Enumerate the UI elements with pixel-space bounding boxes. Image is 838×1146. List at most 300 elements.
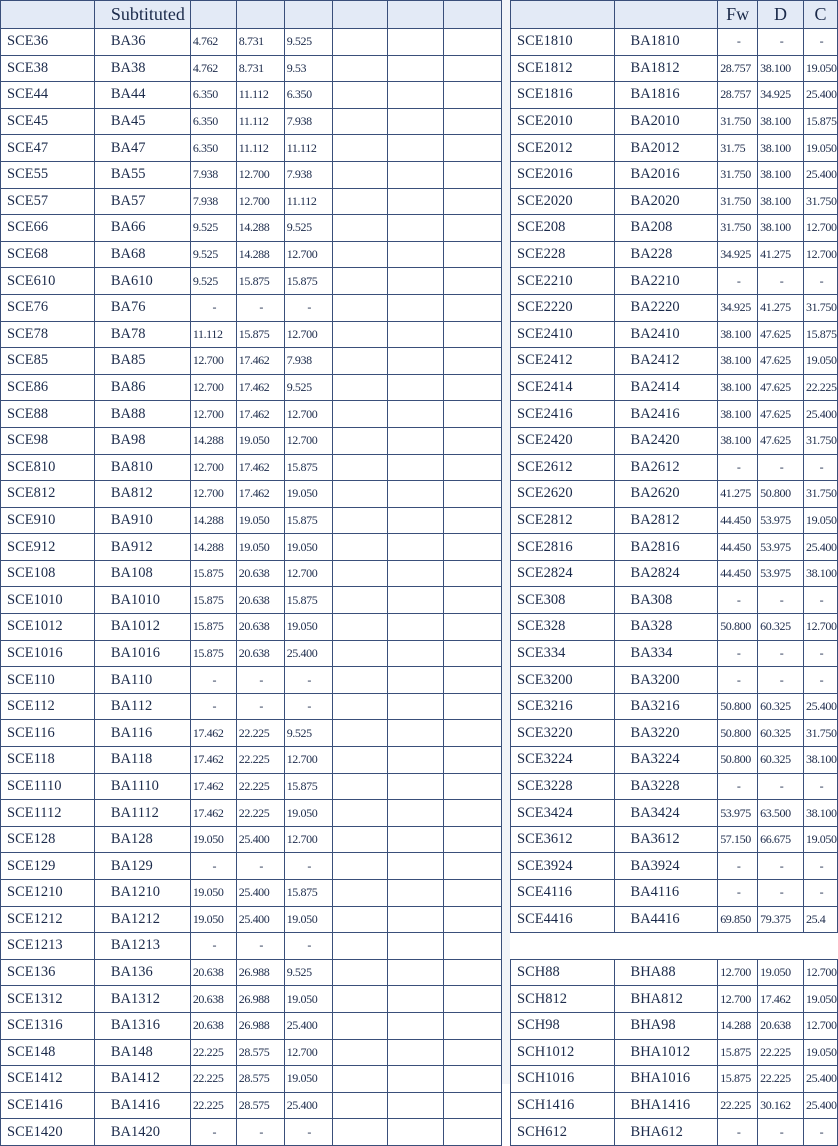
dimension-cell: 19.050	[190, 906, 236, 933]
substitute-code-cell: BA3924	[614, 853, 718, 880]
dimension-cell: 38.100	[718, 321, 758, 348]
dimension-cell: -	[718, 667, 758, 694]
dimension-cell: 38.100	[758, 215, 804, 242]
dimension-cell: 31.750	[803, 481, 837, 508]
table-row	[1, 560, 502, 587]
dimension-cell: 12.700	[284, 560, 332, 587]
empty-cell	[332, 82, 388, 109]
dimension-cell: 12.700	[190, 348, 236, 375]
empty-cell	[388, 693, 444, 720]
dimension-cell: 14.288	[236, 215, 284, 242]
substitute-code-cell: BA1213	[94, 933, 190, 960]
empty-cell	[444, 29, 502, 56]
right-bearing-table	[510, 0, 838, 1146]
table-row	[1, 348, 502, 375]
dimension-cell: 38.100	[718, 374, 758, 401]
dimension-cell: 15.875	[190, 614, 236, 641]
empty-cell	[332, 321, 388, 348]
empty-cell	[444, 1039, 502, 1066]
dimension-cell: -	[758, 454, 804, 481]
substitute-code-cell: BA3424	[614, 800, 718, 827]
part-code-cell: SCE3224	[511, 747, 615, 774]
part-code-cell: SCE1312	[1, 986, 95, 1013]
empty-cell	[444, 640, 502, 667]
dimension-cell: 50.800	[718, 747, 758, 774]
empty-cell	[332, 427, 388, 454]
dimension-cell: 31.75	[718, 135, 758, 162]
part-code-cell: SCE1812	[511, 55, 615, 82]
dimension-cell: 19.050	[236, 427, 284, 454]
substitute-code-cell: BA136	[94, 959, 190, 986]
table-row	[511, 906, 838, 933]
part-code-cell: SCE57	[1, 188, 95, 215]
empty-cell	[388, 800, 444, 827]
empty-cell	[332, 401, 388, 428]
part-code-cell: SCE110	[1, 667, 95, 694]
table-row	[1, 135, 502, 162]
empty-cell	[388, 348, 444, 375]
dimension-cell: 38.100	[758, 55, 804, 82]
part-code-cell: SCE66	[1, 215, 95, 242]
dimension-cell: 31.750	[803, 188, 837, 215]
dimension-cell: 12.700	[190, 401, 236, 428]
dimension-cell: 28.575	[236, 1092, 284, 1119]
dimension-cell: 12.700	[236, 161, 284, 188]
empty-cell	[444, 720, 502, 747]
dimension-cell: 38.100	[718, 348, 758, 375]
table-row	[1, 614, 502, 641]
table-row	[511, 29, 838, 56]
table-row	[511, 667, 838, 694]
table-row	[1, 215, 502, 242]
dimension-cell: 38.100	[803, 560, 837, 587]
empty-cell	[444, 161, 502, 188]
dimension-cell: 17.462	[190, 800, 236, 827]
empty-cell	[444, 667, 502, 694]
dimension-cell: 69.850	[718, 906, 758, 933]
table-row	[511, 268, 838, 295]
empty-cell	[388, 294, 444, 321]
substitute-code-cell: BHA612	[614, 1119, 718, 1146]
empty-cell	[332, 55, 388, 82]
substitute-code-cell: BA2414	[614, 374, 718, 401]
substitute-code-cell: BA45	[94, 108, 190, 135]
dimension-cell: 17.462	[190, 773, 236, 800]
table-row	[511, 773, 838, 800]
empty-cell	[444, 374, 502, 401]
dimension-cell: 19.050	[803, 135, 837, 162]
dimension-cell: 12.700	[284, 747, 332, 774]
dimension-cell: -	[284, 667, 332, 694]
dimension-cell: 9.525	[190, 241, 236, 268]
part-code-cell: SCE2020	[511, 188, 615, 215]
substitute-code-cell: BA610	[94, 268, 190, 295]
empty-cell	[388, 747, 444, 774]
substitute-code-cell: BA1810	[614, 29, 718, 56]
dimension-cell: 11.112	[236, 82, 284, 109]
part-code-cell: SCE4416	[511, 906, 615, 933]
table-row	[1, 1039, 502, 1066]
table-row	[1, 507, 502, 534]
substitute-code-cell: BA68	[94, 241, 190, 268]
dimension-cell: 31.750	[803, 720, 837, 747]
part-code-cell: SCE44	[1, 82, 95, 109]
substitute-code-cell: BA228	[614, 241, 718, 268]
dimension-cell: 7.938	[284, 161, 332, 188]
part-code-cell: SCE3424	[511, 800, 615, 827]
empty-cell	[444, 1092, 502, 1119]
table-row	[511, 826, 838, 853]
part-code-cell: SCE810	[1, 454, 95, 481]
dimension-cell: 12.700	[190, 454, 236, 481]
part-code-cell: SCE2612	[511, 454, 615, 481]
dimension-cell: 4.762	[190, 55, 236, 82]
empty-cell	[388, 986, 444, 1013]
table-row	[511, 241, 838, 268]
dimension-cell: -	[718, 880, 758, 907]
dimension-cell: 28.575	[236, 1066, 284, 1093]
empty-cell	[388, 853, 444, 880]
dimension-cell: 22.225	[758, 1039, 804, 1066]
part-code-cell: SCE2010	[511, 108, 615, 135]
table-row	[1, 108, 502, 135]
dimension-cell: -	[803, 587, 837, 614]
empty-cell	[332, 800, 388, 827]
dimension-cell: 19.050	[284, 614, 332, 641]
dimension-cell: 12.700	[718, 959, 758, 986]
dimension-cell: 25.400	[803, 1092, 837, 1119]
dimension-cell: 6.350	[284, 82, 332, 109]
table-row	[1, 161, 502, 188]
empty-cell	[388, 507, 444, 534]
part-code-cell: SCE1212	[1, 906, 95, 933]
table-row	[511, 560, 838, 587]
dimension-cell: 19.050	[803, 507, 837, 534]
table-row	[511, 853, 838, 880]
dimension-cell: 47.625	[758, 427, 804, 454]
dimension-cell: 7.938	[190, 161, 236, 188]
empty-cell	[332, 454, 388, 481]
table-row	[1, 880, 502, 907]
empty-cell	[332, 587, 388, 614]
dimension-cell: -	[236, 294, 284, 321]
table-row	[511, 188, 838, 215]
empty-cell	[444, 454, 502, 481]
table-row	[1, 667, 502, 694]
substitute-code-cell: BA4416	[614, 906, 718, 933]
part-code-cell: SCE2012	[511, 135, 615, 162]
dimension-cell: -	[284, 933, 332, 960]
empty-cell	[388, 108, 444, 135]
dimension-cell: 20.638	[758, 1012, 804, 1039]
substitute-code-cell: BA2416	[614, 401, 718, 428]
empty-cell	[332, 693, 388, 720]
table-row	[1, 481, 502, 508]
substitute-code-cell: BA2824	[614, 560, 718, 587]
empty-cell	[388, 640, 444, 667]
empty-cell	[388, 29, 444, 56]
empty-cell	[444, 1066, 502, 1093]
dimension-cell: 47.625	[758, 374, 804, 401]
table-row	[1, 401, 502, 428]
dimension-cell	[718, 933, 758, 960]
substitute-code-cell: BA308	[614, 587, 718, 614]
dimension-cell: 19.050	[284, 986, 332, 1013]
dimension-cell: 11.112	[190, 321, 236, 348]
dimension-cell: 12.700	[190, 481, 236, 508]
dimension-cell: 17.462	[236, 454, 284, 481]
empty-cell	[388, 587, 444, 614]
dimension-cell: 6.350	[190, 82, 236, 109]
substitute-code-cell: BA1012	[94, 614, 190, 641]
dimension-cell: 9.525	[284, 374, 332, 401]
substitute-code-cell: BHA88	[614, 959, 718, 986]
empty-cell	[388, 880, 444, 907]
header-cell	[614, 1, 718, 29]
empty-cell	[444, 853, 502, 880]
dimension-cell: 31.750	[718, 161, 758, 188]
header-cell	[190, 1, 236, 29]
dimension-cell: 38.100	[718, 427, 758, 454]
substitute-code-cell: BA2220	[614, 294, 718, 321]
dimension-cell: 25.400	[284, 1092, 332, 1119]
dimension-cell: 22.225	[803, 374, 837, 401]
table-row	[511, 534, 838, 561]
table-row	[511, 986, 838, 1013]
substitute-code-cell: BA2812	[614, 507, 718, 534]
dimension-cell: -	[236, 693, 284, 720]
empty-cell	[332, 1119, 388, 1146]
table-row	[511, 587, 838, 614]
dimension-cell: 15.875	[236, 268, 284, 295]
dimension-cell: 17.462	[236, 401, 284, 428]
dimension-cell: 53.975	[758, 507, 804, 534]
dimension-cell: 12.700	[190, 374, 236, 401]
substitute-code-cell: BA44	[94, 82, 190, 109]
dimension-cell: 19.050	[190, 826, 236, 853]
table-row	[1, 534, 502, 561]
dimension-cell: 38.100	[758, 135, 804, 162]
substitute-code-cell: BA2020	[614, 188, 718, 215]
dimension-cell: -	[236, 1119, 284, 1146]
part-code-cell: SCE610	[1, 268, 95, 295]
dimension-cell: -	[236, 933, 284, 960]
dimension-cell: -	[803, 773, 837, 800]
empty-cell	[444, 401, 502, 428]
dimension-cell: 25.400	[236, 906, 284, 933]
table-row	[511, 348, 838, 375]
empty-cell	[388, 933, 444, 960]
dimension-cell: 20.638	[190, 959, 236, 986]
part-code-cell: SCH1016	[511, 1066, 615, 1093]
dimension-cell: 19.050	[284, 906, 332, 933]
dimension-cell: -	[803, 853, 837, 880]
dimension-cell: 19.050	[236, 507, 284, 534]
part-code-cell: SCE129	[1, 853, 95, 880]
dimension-cell: 25.400	[803, 82, 837, 109]
dimension-cell: 50.800	[718, 614, 758, 641]
part-code-cell: SCE36	[1, 29, 95, 56]
dimension-cell: 57.150	[718, 826, 758, 853]
table-row	[1, 773, 502, 800]
part-code-cell: SCE85	[1, 348, 95, 375]
dimension-cell: 79.375	[758, 906, 804, 933]
empty-cell	[332, 933, 388, 960]
substitute-code-cell	[614, 933, 718, 960]
empty-cell	[332, 1066, 388, 1093]
empty-cell	[332, 853, 388, 880]
dimension-cell: 17.462	[190, 747, 236, 774]
empty-cell	[332, 1092, 388, 1119]
dimension-cell: 63.500	[758, 800, 804, 827]
dimension-cell: 9.525	[190, 215, 236, 242]
table-row	[511, 82, 838, 109]
table-row	[511, 507, 838, 534]
substitute-code-cell: BA76	[94, 294, 190, 321]
header-cell: D	[758, 1, 804, 29]
part-code-cell: SCE2824	[511, 560, 615, 587]
empty-cell	[444, 906, 502, 933]
dimension-cell: 22.225	[236, 747, 284, 774]
dimension-cell: 60.325	[758, 720, 804, 747]
substitute-code-cell: BA2016	[614, 161, 718, 188]
substitute-code-cell: BA1312	[94, 986, 190, 1013]
empty-cell	[388, 188, 444, 215]
empty-cell	[332, 507, 388, 534]
empty-cell	[332, 959, 388, 986]
dimension-cell: 20.638	[236, 587, 284, 614]
table-row	[1, 906, 502, 933]
dimension-cell: -	[190, 667, 236, 694]
empty-cell	[444, 773, 502, 800]
part-code-cell: SCE1010	[1, 587, 95, 614]
substitute-code-cell: BA3612	[614, 826, 718, 853]
table-row	[511, 401, 838, 428]
dimension-cell: 22.225	[190, 1066, 236, 1093]
table-row	[511, 747, 838, 774]
dimension-cell: 15.875	[284, 268, 332, 295]
part-code-cell: SCE1012	[1, 614, 95, 641]
empty-cell	[444, 1012, 502, 1039]
dimension-cell: 66.675	[758, 826, 804, 853]
dimension-cell: 28.575	[236, 1039, 284, 1066]
table-row	[1, 241, 502, 268]
dimension-cell: 26.988	[236, 986, 284, 1013]
dimension-cell: 19.050	[803, 826, 837, 853]
empty-cell	[388, 1092, 444, 1119]
dimension-cell: 25.400	[803, 1066, 837, 1093]
dimension-cell: 60.325	[758, 747, 804, 774]
table-row	[511, 1012, 838, 1039]
table-row	[1, 321, 502, 348]
empty-cell	[444, 348, 502, 375]
part-code-cell: SCE910	[1, 507, 95, 534]
part-code-cell: SCE2812	[511, 507, 615, 534]
part-code-cell: SCE55	[1, 161, 95, 188]
empty-cell	[388, 215, 444, 242]
dimension-cell: 9.525	[284, 959, 332, 986]
dimension-cell: -	[758, 587, 804, 614]
empty-cell	[388, 560, 444, 587]
dimension-cell: 38.100	[803, 747, 837, 774]
dimension-cell: 25.400	[284, 640, 332, 667]
empty-cell	[332, 135, 388, 162]
empty-cell	[332, 534, 388, 561]
part-code-cell: SCE334	[511, 640, 615, 667]
dimension-cell: 19.050	[758, 959, 804, 986]
empty-cell	[388, 534, 444, 561]
part-code-cell: SCE3216	[511, 693, 615, 720]
dimension-cell: 12.700	[284, 241, 332, 268]
dimension-cell: 19.050	[803, 348, 837, 375]
empty-cell	[332, 720, 388, 747]
part-code-cell: SCE108	[1, 560, 95, 587]
substitute-code-cell: BA1210	[94, 880, 190, 907]
substitute-code-cell: BA1010	[94, 587, 190, 614]
empty-cell	[444, 587, 502, 614]
part-code-cell: SCH1416	[511, 1092, 615, 1119]
empty-cell	[332, 29, 388, 56]
table-row	[1, 747, 502, 774]
part-code-cell: SCH612	[511, 1119, 615, 1146]
substitute-code-cell: BA36	[94, 29, 190, 56]
part-code-cell: SCE2412	[511, 348, 615, 375]
substitute-code-cell: BA57	[94, 188, 190, 215]
dimension-cell: 25.400	[803, 534, 837, 561]
dimension-cell: 14.288	[190, 507, 236, 534]
dimension-cell: 28.757	[718, 82, 758, 109]
substitute-code-cell: BHA98	[614, 1012, 718, 1039]
substitute-code-cell: BA3200	[614, 667, 718, 694]
dimension-cell: 12.700	[803, 614, 837, 641]
table-row	[1, 1066, 502, 1093]
dimension-cell: 15.875	[284, 507, 332, 534]
dimension-cell: -	[236, 853, 284, 880]
dimension-cell: -	[758, 640, 804, 667]
dimension-cell: 19.050	[284, 534, 332, 561]
dimension-cell: -	[190, 1119, 236, 1146]
dimension-cell: 4.762	[190, 29, 236, 56]
part-code-cell: SCE2816	[511, 534, 615, 561]
dimension-cell: 15.875	[284, 587, 332, 614]
part-code-cell: SCE3228	[511, 773, 615, 800]
table-row	[511, 161, 838, 188]
dimension-cell: 11.112	[284, 188, 332, 215]
substitute-code-cell: BA108	[94, 560, 190, 587]
dimension-cell: 31.750	[718, 108, 758, 135]
table-row	[511, 1066, 838, 1093]
part-code-cell: SCE1213	[1, 933, 95, 960]
part-code-cell: SCE98	[1, 427, 95, 454]
part-code-cell: SCE1210	[1, 880, 95, 907]
table-row	[511, 108, 838, 135]
substitute-code-cell: BA2410	[614, 321, 718, 348]
header-cell	[511, 1, 615, 29]
dimension-cell: 20.638	[236, 560, 284, 587]
part-code-cell: SCE3200	[511, 667, 615, 694]
part-code-cell: SCE68	[1, 241, 95, 268]
dimension-cell: -	[803, 667, 837, 694]
substitute-code-cell: BA3224	[614, 747, 718, 774]
dimension-cell: 17.462	[758, 986, 804, 1013]
table-row	[511, 481, 838, 508]
part-code-cell: SCE1420	[1, 1119, 95, 1146]
dimension-cell: 9.53	[284, 55, 332, 82]
part-code-cell: SCE2016	[511, 161, 615, 188]
empty-cell	[444, 241, 502, 268]
table-row	[511, 614, 838, 641]
table-row	[1, 188, 502, 215]
